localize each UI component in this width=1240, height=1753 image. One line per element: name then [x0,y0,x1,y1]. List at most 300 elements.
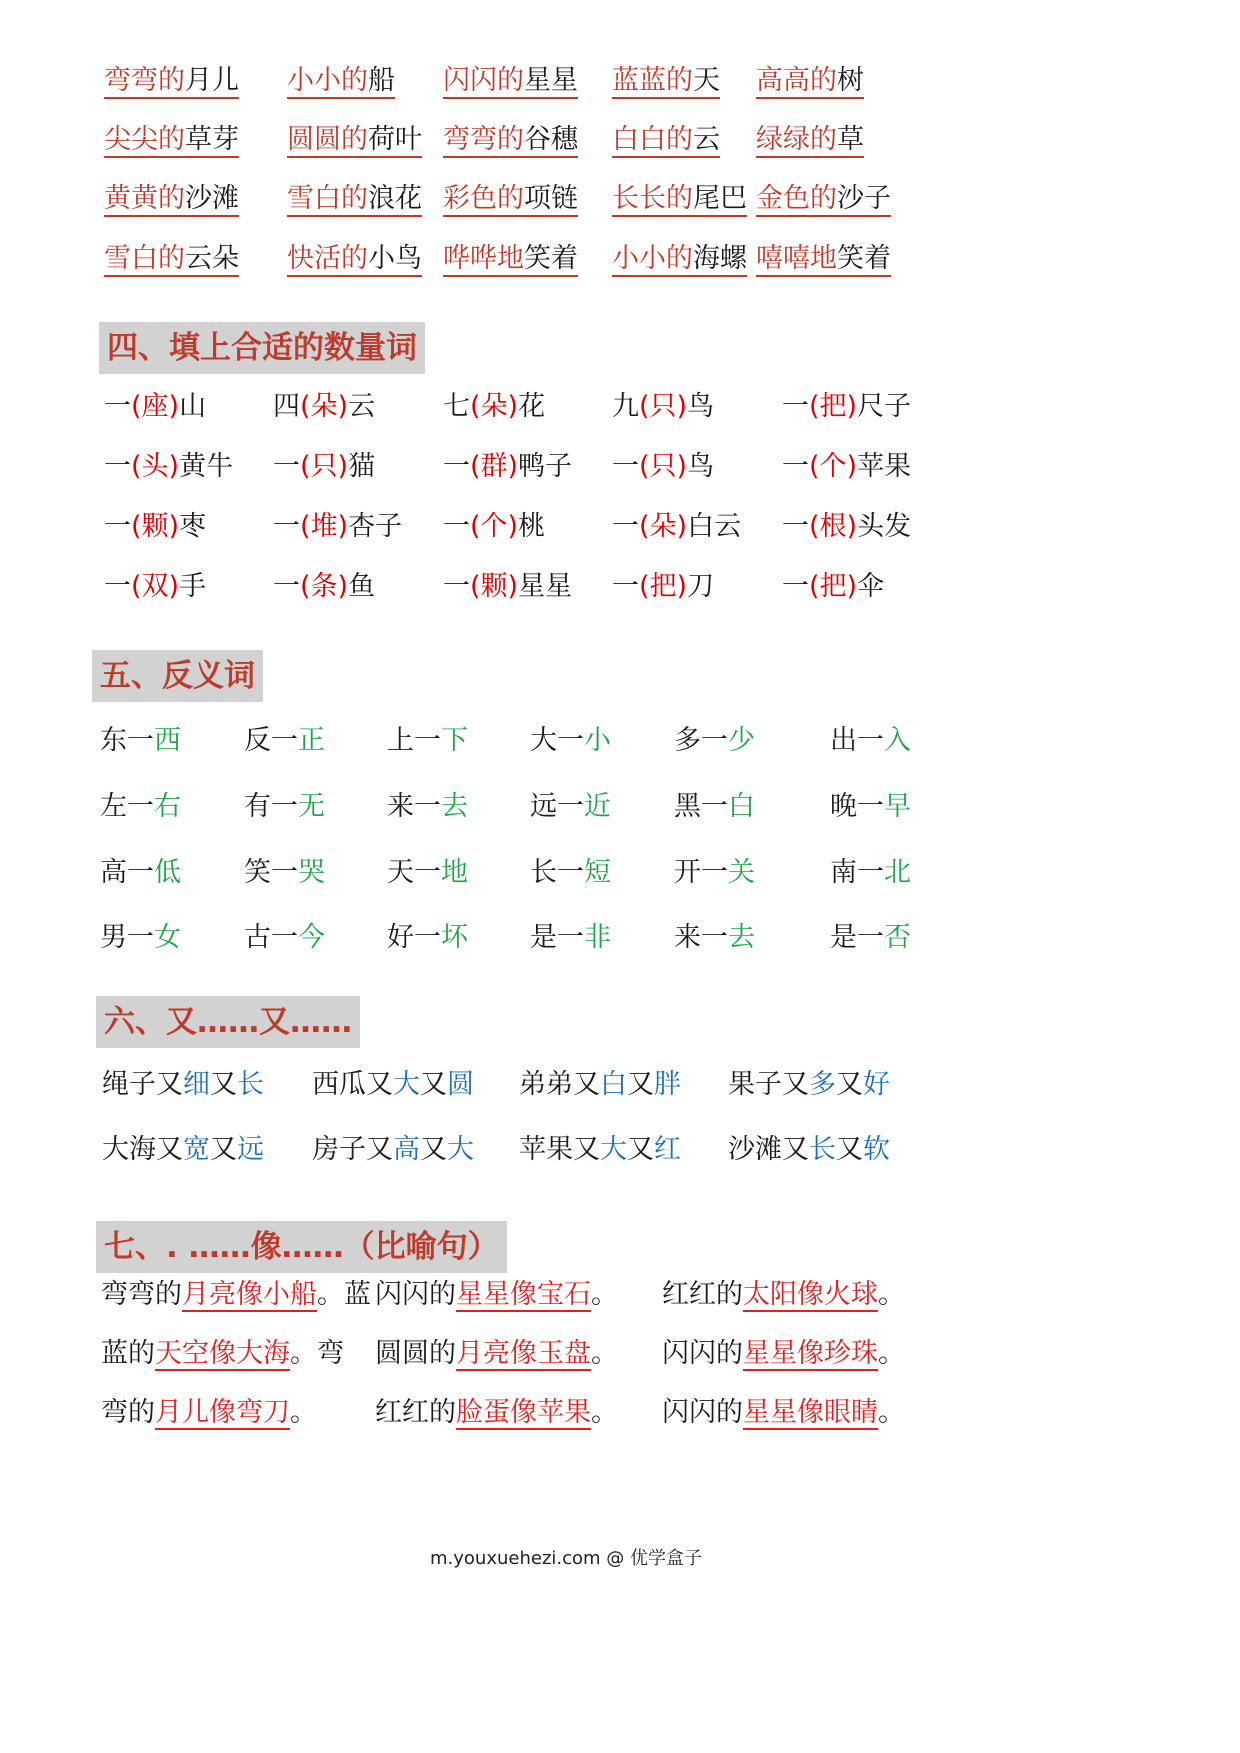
antonym-word: 黑一 [674,791,728,822]
simile-suffix: 。 [878,1397,905,1428]
simile-answer: 星星像珍珠 [743,1338,878,1369]
phrase-noun: 草 [837,124,864,155]
phrase-adjective: 彩色的 [443,183,524,214]
antonym-pair [244,724,325,758]
paren-open: ( [639,511,650,542]
simile-prefix: 蓝的 [101,1338,155,1369]
paren-close: ) [676,571,688,602]
antonym-word: 男一 [100,922,154,953]
phrase-adjective: 弯弯的 [104,65,185,96]
phrase-underline [104,183,239,217]
antonym-answer: 下 [441,725,468,756]
phrase-underline [287,183,422,217]
antonym-word: 大一 [530,725,584,756]
paren-open: ( [300,511,311,542]
simile-suffix: 。 [591,1338,618,1369]
phrase-adjective: 小小的 [287,65,368,96]
antonym-pair [530,790,611,824]
measure-noun: 桃 [518,511,546,542]
paren-close: ) [846,451,858,482]
measure-item [443,570,572,604]
antonym-pair [674,724,755,758]
antonym-answer: 白 [728,791,755,822]
measure-item [273,510,402,544]
you-connector: 又 [366,1134,393,1165]
phrase-item [104,123,239,157]
antonym-pair [100,921,181,955]
paren-open: ( [300,571,311,602]
antonym-answer: 北 [884,857,911,888]
antonym-word: 反一 [244,725,298,756]
measure-item [782,450,911,484]
measure-word: 只 [649,391,677,422]
antonym-pair [830,921,911,955]
antonym-answer: 入 [884,725,911,756]
phrase-noun: 天 [693,65,720,96]
antonym-word: 好一 [387,922,441,953]
antonym-word: 开一 [674,857,728,888]
section-title: 四、填上合适的数量词 [99,322,425,374]
measure-noun: 手 [179,571,207,602]
paren-open: ( [300,391,311,422]
phrase-item [104,182,239,216]
phrase-item [287,242,422,276]
you-connector: 又 [836,1069,863,1100]
antonym-answer: 正 [298,725,325,756]
phrase-adjective: 嘻嘻地 [756,243,837,274]
antonym-word: 长一 [530,857,584,888]
measure-item [443,450,572,484]
you-subject: 果子 [728,1069,782,1100]
antonym-answer: 早 [884,791,911,822]
measure-noun: 苹果 [857,451,912,482]
antonym-word: 是一 [830,922,884,953]
you-connector: 又 [420,1134,447,1165]
simile-prefix: 红红的 [375,1397,456,1428]
measure-noun: 尺子 [857,391,912,422]
measure-noun: 伞 [857,571,885,602]
simile-answer: 天空像大海 [155,1338,290,1369]
paren-open: ( [639,571,650,602]
phrase-item [756,123,864,157]
paren-open: ( [639,451,650,482]
measure-number: 一 [612,451,639,482]
measure-number: 一 [273,511,300,542]
phrase-adjective: 蓝蓝的 [612,65,693,96]
measure-item [104,510,206,544]
phrase-noun: 云朵 [185,243,239,274]
paren-open: ( [300,451,311,482]
measure-number: 九 [612,391,639,422]
antonym-pair [244,856,325,890]
phrase-underline [443,243,578,277]
antonym-answer: 女 [154,922,181,953]
antonym-answer: 关 [728,857,755,888]
phrase-item [443,64,578,98]
paren-close: ) [507,391,519,422]
measure-item [443,510,545,544]
paren-close: ) [337,511,349,542]
you-connector: 又 [782,1134,809,1165]
phrase-noun: 笑着 [524,243,578,274]
you-subject: 弟弟 [519,1069,573,1100]
simile-prefix: 圆圆的 [375,1338,456,1369]
antonym-answer: 小 [584,725,611,756]
measure-number: 一 [443,571,470,602]
antonym-answer: 否 [884,922,911,953]
simile-suffix: 。 [878,1338,905,1369]
measure-number: 一 [443,451,470,482]
simile-sentence [375,1396,618,1430]
antonym-word: 出一 [830,725,884,756]
simile-answer: 月儿像弯刀 [155,1397,290,1428]
paren-open: ( [131,451,142,482]
antonym-pair [100,856,181,890]
measure-number: 一 [782,451,809,482]
simile-suffix: 。弯 [290,1338,344,1369]
paren-close: ) [168,451,180,482]
measure-word: 条 [310,571,338,602]
phrase-item [612,182,747,216]
simile-sentence [375,1337,618,1371]
you-subject: 绳子 [102,1069,156,1100]
phrase-noun: 沙子 [837,183,891,214]
antonym-word: 天一 [387,857,441,888]
phrase-adjective: 黄黄的 [104,183,185,214]
measure-item [273,390,375,424]
simile-prefix: 弯弯的 [101,1279,182,1310]
simile-sentence [375,1278,618,1312]
you-answer-1: 细 [183,1069,210,1100]
antonym-pair [387,790,468,824]
you-answer-2: 好 [863,1069,890,1100]
phrase-underline [287,243,422,277]
simile-suffix: 。 [591,1279,618,1310]
measure-word: 颗 [141,511,169,542]
measure-noun: 鸟 [687,451,715,482]
measure-item [782,510,911,544]
phrase-underline [104,65,239,99]
paren-close: ) [507,571,519,602]
antonym-answer: 无 [298,791,325,822]
antonym-word: 来一 [674,922,728,953]
measure-number: 七 [443,391,470,422]
antonym-answer: 去 [441,791,468,822]
antonym-answer: 少 [728,725,755,756]
measure-noun: 猫 [348,451,376,482]
phrase-noun: 尾巴 [693,183,747,214]
phrase-adjective: 长长的 [612,183,693,214]
phrase-underline [104,243,239,277]
phrase-item [612,242,747,276]
simile-answer: 月亮像玉盘 [456,1338,591,1369]
simile-prefix: 弯的 [101,1397,155,1428]
measure-item [104,390,206,424]
phrase-noun: 星星 [524,65,578,96]
phrase-noun: 草芽 [185,124,239,155]
simile-prefix: 红红的 [662,1279,743,1310]
antonym-pair [244,921,325,955]
phrase-item [612,64,720,98]
simile-sentence [662,1396,905,1430]
antonym-pair [244,790,325,824]
you-phrase [312,1068,474,1102]
phrase-noun: 笑着 [837,243,891,274]
phrase-adjective: 金色的 [756,183,837,214]
measure-item [612,510,741,544]
measure-word: 个 [480,511,508,542]
measure-noun: 头发 [857,511,912,542]
measure-item [104,450,233,484]
antonym-word: 南一 [830,857,884,888]
you-answer-1: 多 [809,1069,836,1100]
phrase-noun: 荷叶 [368,124,422,155]
antonym-word: 古一 [244,922,298,953]
you-connector: 又 [573,1134,600,1165]
measure-number: 一 [104,391,131,422]
simile-sentence [101,1396,317,1430]
simile-suffix: 。蓝 [317,1279,371,1310]
measure-number: 一 [612,571,639,602]
you-connector: 又 [836,1134,863,1165]
measure-word: 堆 [310,511,338,542]
you-answer-2: 胖 [654,1069,681,1100]
phrase-adjective: 圆圆的 [287,124,368,155]
measure-noun: 杏子 [348,511,403,542]
paren-close: ) [168,511,180,542]
you-answer-1: 大 [393,1069,420,1100]
paren-open: ( [131,571,142,602]
phrase-adjective: 白白的 [612,124,693,155]
paren-open: ( [809,511,820,542]
measure-word: 座 [141,391,169,422]
antonym-pair [387,856,468,890]
phrase-adjective: 小小的 [612,243,693,274]
section-title: 六、又……又…… [96,996,360,1048]
measure-word: 把 [819,391,847,422]
antonym-word: 上一 [387,725,441,756]
antonym-answer: 非 [584,922,611,953]
phrase-item [443,182,578,216]
antonym-word: 晚一 [830,791,884,822]
simile-answer: 月亮像小船 [182,1279,317,1310]
measure-word: 朵 [649,511,677,542]
antonym-word: 笑一 [244,857,298,888]
measure-item [782,390,911,424]
measure-word: 把 [819,571,847,602]
phrase-underline [612,183,747,217]
antonym-answer: 坏 [441,922,468,953]
simile-answer: 星星像宝石 [456,1279,591,1310]
phrase-adjective: 高高的 [756,65,837,96]
paren-close: ) [846,511,858,542]
phrase-noun: 树 [837,65,864,96]
phrase-noun: 谷穗 [524,124,578,155]
simile-prefix: 闪闪的 [662,1338,743,1369]
phrase-underline [443,124,578,158]
measure-item [273,570,375,604]
phrase-item [287,64,395,98]
you-answer-1: 宽 [183,1134,210,1165]
you-connector: 又 [156,1134,183,1165]
measure-word: 头 [141,451,169,482]
paren-open: ( [470,511,481,542]
paren-close: ) [676,451,688,482]
measure-word: 颗 [480,571,508,602]
section-title: 七、. ……像……（比喻句） [96,1221,507,1273]
phrase-item [756,182,891,216]
simile-answer: 脸蛋像苹果 [456,1397,591,1428]
you-subject: 苹果 [519,1134,573,1165]
paren-open: ( [809,391,820,422]
antonym-pair [387,921,468,955]
phrase-item [756,242,891,276]
measure-word: 朵 [310,391,338,422]
phrase-item [287,182,422,216]
paren-close: ) [507,511,519,542]
measure-noun: 刀 [687,571,715,602]
you-connector: 又 [156,1069,183,1100]
phrase-underline [104,124,239,158]
antonym-answer: 西 [154,725,181,756]
you-phrase [519,1133,681,1167]
paren-close: ) [337,571,349,602]
phrase-item [104,64,239,98]
antonym-pair [674,856,755,890]
phrase-noun: 浪花 [368,183,422,214]
measure-word: 把 [649,571,677,602]
antonym-answer: 地 [441,857,468,888]
you-connector: 又 [782,1069,809,1100]
antonym-pair [100,724,181,758]
you-subject: 房子 [312,1134,366,1165]
phrase-adjective: 尖尖的 [104,124,185,155]
measure-noun: 黄牛 [179,451,234,482]
phrase-noun: 小鸟 [368,243,422,274]
paren-close: ) [507,451,519,482]
paren-open: ( [470,571,481,602]
antonym-pair [830,856,911,890]
measure-number: 一 [782,511,809,542]
simile-sentence [101,1278,371,1312]
phrase-noun: 海螺 [693,243,747,274]
antonym-word: 有一 [244,791,298,822]
you-connector: 又 [210,1069,237,1100]
antonym-pair [674,790,755,824]
measure-noun: 云 [348,391,376,422]
phrase-underline [443,65,578,99]
antonym-answer: 低 [154,857,181,888]
measure-word: 只 [310,451,338,482]
phrase-adjective: 雪白的 [287,183,368,214]
you-answer-1: 白 [600,1069,627,1100]
measure-number: 一 [104,571,131,602]
measure-item [443,390,545,424]
phrase-item [104,242,239,276]
antonym-word: 来一 [387,791,441,822]
measure-word: 朵 [480,391,508,422]
you-answer-1: 长 [809,1134,836,1165]
measure-noun: 鱼 [348,571,376,602]
footer-watermark: m.youxuehezi.com @ 优学盒子 [430,1548,703,1569]
simile-sentence [662,1278,905,1312]
paren-close: ) [846,571,858,602]
you-answer-2: 长 [237,1069,264,1100]
simile-suffix: 。 [591,1397,618,1428]
phrase-adjective: 哗哗地 [443,243,524,274]
you-phrase [728,1133,890,1167]
antonym-answer: 右 [154,791,181,822]
you-connector: 又 [627,1134,654,1165]
you-phrase [102,1068,264,1102]
measure-number: 一 [104,511,131,542]
simile-sentence [662,1337,905,1371]
antonym-answer: 今 [298,922,325,953]
you-phrase [728,1068,890,1102]
measure-number: 一 [782,391,809,422]
measure-number: 一 [273,571,300,602]
measure-word: 根 [819,511,847,542]
antonym-answer: 短 [584,857,611,888]
measure-item [612,570,714,604]
phrase-adjective: 闪闪的 [443,65,524,96]
simile-prefix: 闪闪的 [662,1397,743,1428]
phrase-underline [756,124,864,158]
phrase-noun: 云 [693,124,720,155]
you-connector: 又 [573,1069,600,1100]
simile-answer: 太阳像火球 [743,1279,878,1310]
phrase-item [756,64,864,98]
you-subject: 沙滩 [728,1134,782,1165]
measure-number: 一 [612,511,639,542]
measure-word: 个 [819,451,847,482]
paren-open: ( [639,391,650,422]
you-phrase [312,1133,474,1167]
antonym-pair [830,790,911,824]
phrase-noun: 船 [368,65,395,96]
measure-word: 群 [480,451,508,482]
phrase-underline [287,65,395,99]
measure-number: 一 [104,451,131,482]
antonym-word: 左一 [100,791,154,822]
antonym-pair [830,724,911,758]
you-answer-2: 红 [654,1134,681,1165]
paren-open: ( [809,451,820,482]
phrase-underline [443,183,578,217]
measure-number: 一 [273,451,300,482]
simile-answer: 星星像眼睛 [743,1397,878,1428]
measure-noun: 山 [179,391,207,422]
measure-number: 一 [782,571,809,602]
paren-close: ) [337,451,349,482]
antonym-word: 是一 [530,922,584,953]
paren-close: ) [846,391,858,422]
measure-noun: 花 [518,391,546,422]
measure-noun: 鸭子 [518,451,573,482]
you-connector: 又 [627,1069,654,1100]
section-title: 五、反义词 [92,650,263,702]
you-connector: 又 [420,1069,447,1100]
phrase-adjective: 弯弯的 [443,124,524,155]
measure-noun: 枣 [179,511,207,542]
you-answer-1: 大 [600,1134,627,1165]
phrase-item [443,123,578,157]
antonym-word: 高一 [100,857,154,888]
you-connector: 又 [210,1134,237,1165]
antonym-pair [530,724,611,758]
paren-close: ) [676,511,688,542]
measure-item [104,570,206,604]
